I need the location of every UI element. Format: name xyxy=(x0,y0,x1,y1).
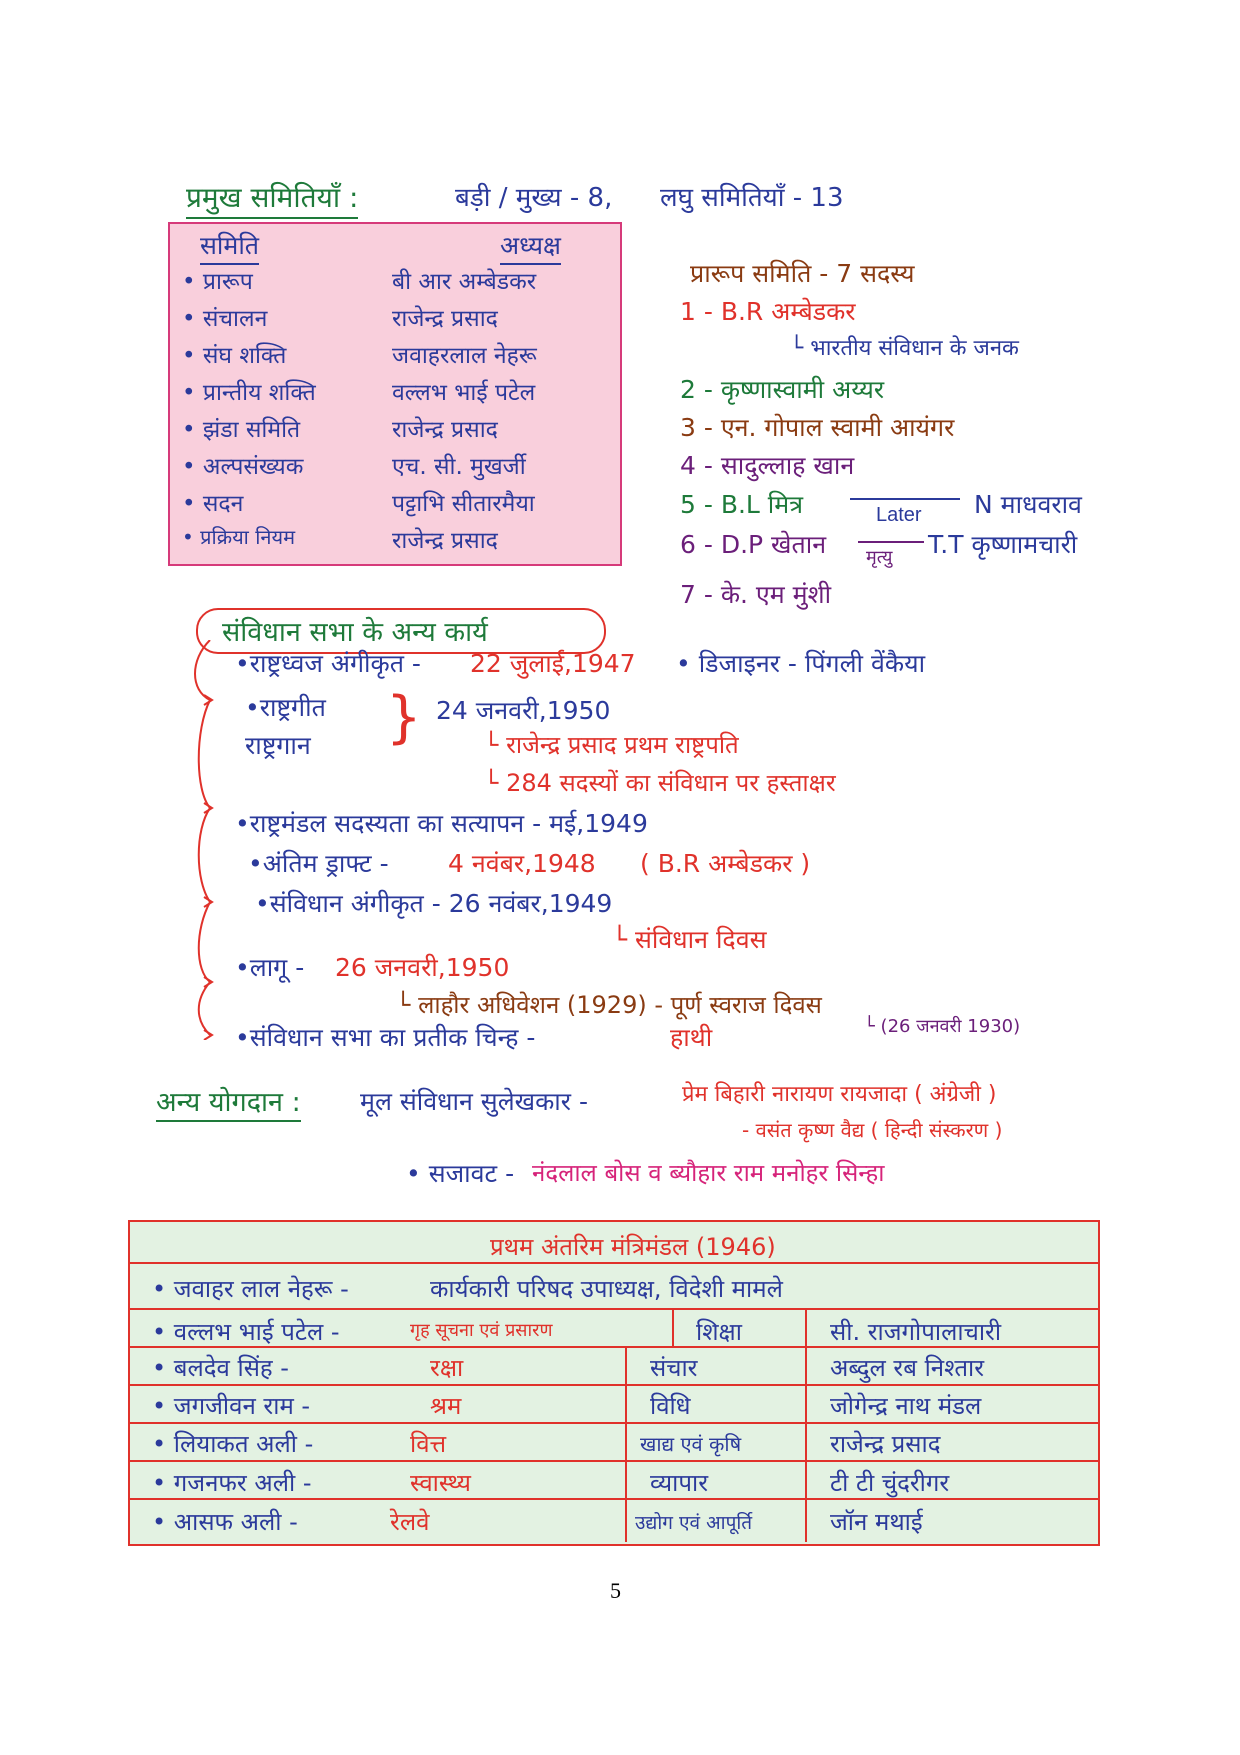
committee-name: • प्रारूप xyxy=(182,269,253,295)
calligrapher-hindi: - वसंत कृष्ण वैद्य ( हिन्दी संस्करण ) xyxy=(742,1118,1003,1142)
cabinet-portfolio: उद्योग एवं आपूर्ति xyxy=(635,1512,753,1534)
national-song: •राष्ट्रगीत xyxy=(245,693,326,722)
committee-column-header: समिति xyxy=(200,228,259,265)
death-label: मृत्यु xyxy=(866,547,893,568)
committee-name: • प्रक्रिया नियम xyxy=(182,525,296,549)
final-draft-author: ( B.R अम्बेडकर ) xyxy=(640,849,811,878)
constitution-adopted: •संविधान अंगीकृत - 26 नवंबर,1949 xyxy=(255,889,613,918)
committee-name: • संचालन xyxy=(182,306,268,332)
committee-table xyxy=(168,222,622,566)
drafting-member: T.T कृष्णामचारी xyxy=(928,530,1078,559)
song-note: └ 284 सदस्यों का संविधान पर हस्ताक्षर xyxy=(484,769,836,797)
enforced: •लागू - xyxy=(235,953,305,982)
committee-chair: राजेन्द्र प्रसाद xyxy=(392,417,498,443)
flag-designer: • डिजाइनर - पिंगली वेंकैया xyxy=(676,649,926,678)
cabinet-portfolio: स्वास्थ्य xyxy=(410,1469,471,1497)
summary-major: बड़ी / मुख्य - 8, xyxy=(455,183,613,213)
drafting-member: 2 - कृष्णास्वामी अय्यर xyxy=(680,375,885,404)
drafting-member: 5 - B.L मित्र xyxy=(680,490,804,519)
final-draft-date: 4 नवंबर,1948 xyxy=(448,849,596,878)
cabinet-member: जॉन मथाई xyxy=(830,1508,923,1536)
calligrapher-english: प्रेम बिहारी नारायण रायजादा ( अंग्रेजी ) xyxy=(682,1082,997,1107)
divider xyxy=(858,541,924,543)
song-date: 24 जनवरी,1950 xyxy=(436,696,611,725)
flag-date: 22 जुलाई,1947 xyxy=(470,649,636,678)
committee-name: • सदन xyxy=(182,491,244,517)
committee-name: • अल्पसंख्यक xyxy=(182,454,304,480)
cabinet-portfolio: संचार xyxy=(650,1354,698,1382)
commonwealth-ratification: •राष्ट्रमंडल सदस्यता का सत्यापन - मई,1949 xyxy=(235,809,648,838)
enforced-date: 26 जनवरी,1950 xyxy=(335,953,510,982)
cabinet-portfolio: विधि xyxy=(650,1392,691,1420)
cabinet-member: • बलदेव सिंह - xyxy=(152,1354,289,1382)
committee-chair: बी आर अम्बेडकर xyxy=(392,269,537,295)
flag-adopted: •राष्ट्रध्वज अंगीकृत - xyxy=(235,649,421,678)
song-note: └ राजेन्द्र प्रसाद प्रथम राष्ट्रपति xyxy=(484,731,739,759)
drafting-member: 6 - D.P खेतान xyxy=(680,530,827,559)
drafting-member: 1 - B.R अम्बेडकर xyxy=(680,297,856,326)
committee-chair: पट्टाभि सीतारमैया xyxy=(392,491,535,517)
section-title: संविधान सभा के अन्य कार्य xyxy=(222,617,488,648)
cabinet-portfolio: वित्त xyxy=(410,1430,447,1458)
constitution-day: └ संविधान दिवस xyxy=(612,925,767,954)
national-anthem: राष्ट्रगान xyxy=(245,731,311,760)
assembly-symbol: •संविधान सभा का प्रतीक चिन्ह - xyxy=(235,1023,536,1052)
committee-name: • संघ शक्ति xyxy=(182,343,287,369)
final-draft: •अंतिम ड्राफ्ट - xyxy=(248,849,389,878)
calligrapher-label: मूल संविधान सुलेखकार - xyxy=(360,1087,588,1116)
drafting-member: 4 - सादुल्लाह खान xyxy=(680,451,855,480)
cabinet-portfolio: खाद्य एवं कृषि xyxy=(640,1432,742,1456)
drafting-member: 7 - के. एम मुंशी xyxy=(680,580,832,609)
committee-name: • प्रान्तीय शक्ति xyxy=(182,380,316,406)
cabinet-portfolio: रेलवे xyxy=(390,1508,430,1536)
contributions-title: अन्य योगदान : xyxy=(156,1082,301,1122)
cabinet-member: • लियाकत अली - xyxy=(152,1430,314,1458)
summary-minor: लघु समितियाँ - 13 xyxy=(660,183,844,213)
committee-chair: राजेन्द्र प्रसाद xyxy=(392,528,498,554)
drafting-member: N माधवराव xyxy=(974,490,1082,519)
cabinet-member: राजेन्द्र प्रसाद xyxy=(830,1430,941,1458)
page-number: 5 xyxy=(610,1578,621,1603)
cabinet-title: प्रथम अंतरिम मंत्रिमंडल (1946) xyxy=(490,1233,776,1261)
cabinet-portfolio: शिक्षा xyxy=(696,1318,742,1346)
cabinet-portfolio: रक्षा xyxy=(430,1354,464,1382)
cabinet-member: • वल्लभ भाई पटेल - xyxy=(152,1318,340,1346)
cabinet-table xyxy=(128,1220,1100,1546)
cabinet-member: • जवाहर लाल नेहरू - xyxy=(152,1275,349,1303)
page-title: प्रमुख समितियाँ : xyxy=(186,178,358,219)
drafting-note: └ भारतीय संविधान के जनक xyxy=(790,336,1019,361)
cabinet-member: • जगजीवन राम - xyxy=(152,1392,311,1420)
drafting-title: प्रारूप समिति - 7 सदस्य xyxy=(690,259,915,288)
cabinet-member: टी टी चुंदरीगर xyxy=(830,1469,950,1497)
cabinet-member: सी. राजगोपालाचारी xyxy=(830,1318,1002,1346)
brace: } xyxy=(386,685,422,750)
committee-chair: वल्लभ भाई पटेल xyxy=(392,380,536,406)
later-label: Later xyxy=(876,504,922,526)
cabinet-portfolio: कार्यकारी परिषद उपाध्यक्ष, विदेशी मामले xyxy=(430,1275,783,1303)
committee-chair: राजेन्द्र प्रसाद xyxy=(392,306,498,332)
committee-name: • झंडा समिति xyxy=(182,417,301,443)
committee-chair: एच. सी. मुखर्जी xyxy=(392,454,526,480)
cabinet-portfolio: गृह सूचना एवं प्रसारण xyxy=(410,1320,553,1341)
decoration-value: नंदलाल बोस व ब्यौहार राम मनोहर सिन्हा xyxy=(532,1159,885,1187)
decoration-label: • सजावट - xyxy=(406,1159,515,1188)
assembly-symbol-value: हाथी xyxy=(670,1023,713,1052)
cabinet-portfolio: श्रम xyxy=(430,1392,462,1420)
cabinet-member: • आसफ अली - xyxy=(152,1508,298,1536)
divider xyxy=(850,498,960,500)
cabinet-portfolio: व्यापार xyxy=(650,1469,709,1497)
cabinet-member: अब्दुल रब निश्तार xyxy=(830,1354,985,1382)
purna-swaraj-date: └ (26 जनवरी 1930) xyxy=(864,1016,1021,1037)
committee-chair: जवाहरलाल नेहरू xyxy=(392,343,537,369)
chair-column-header: अध्यक्ष xyxy=(500,228,561,265)
cabinet-member: जोगेन्द्र नाथ मंडल xyxy=(830,1392,982,1420)
lahore-session: └ लाहौर अधिवेशन (1929) - पूर्ण स्वराज दिवस xyxy=(396,991,822,1019)
cabinet-member: • गजनफर अली - xyxy=(152,1469,312,1497)
drafting-member: 3 - एन. गोपाल स्वामी आयंगर xyxy=(680,413,955,442)
